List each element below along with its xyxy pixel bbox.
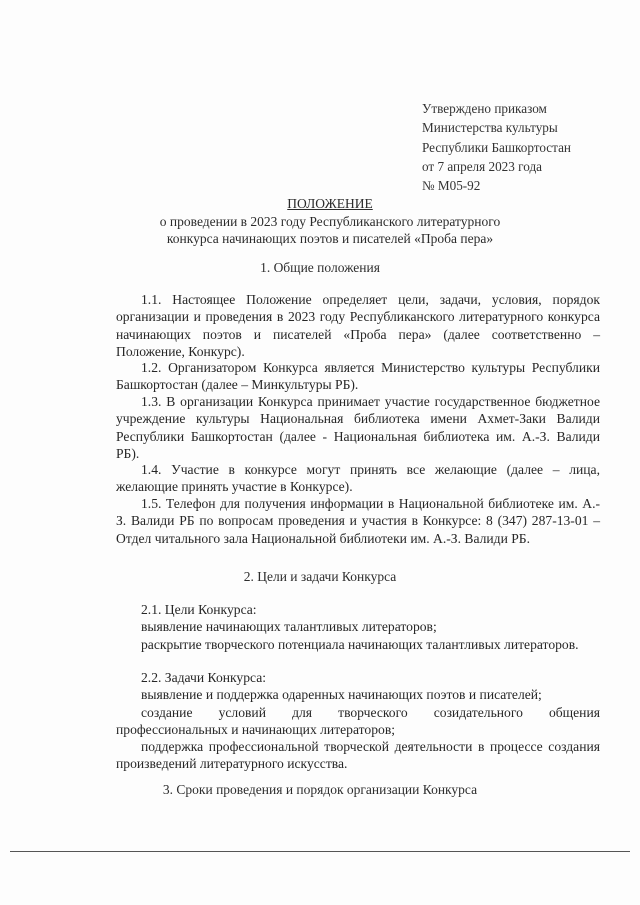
document-title: ПОЛОЖЕНИЕ	[287, 196, 373, 211]
task-item: поддержка профессиональной творческой деятельности в процессе создания произведений литературного искусства.	[116, 739, 600, 772]
page-bottom-rule	[10, 851, 630, 852]
approval-line: Утверждено приказом	[422, 101, 547, 116]
approval-stamp	[422, 99, 622, 195]
approval-line: № М05-92	[422, 178, 481, 194]
section-heading-1: 1. Общие положения	[260, 260, 380, 275]
paragraph-1-1: 1.1. Настоящее Положение определяет цели, задачи, условия, порядок организации и проведения в 2023 году Республиканского литературного конкурса начинающих поэтов и писателей «Проба пера» (далее соответственно – Положение, Конкурс).	[116, 292, 600, 359]
goals-heading: 2.1. Цели Конкурса:	[141, 602, 257, 617]
task-item: выявление и поддержка одаренных начинающих поэтов и писателей;	[141, 687, 542, 702]
goal-item: раскрытие творческого потенциала начинающих талантливых литераторов.	[141, 637, 579, 652]
section-heading-2: 2. Цели и задачи Конкурса	[243, 569, 397, 584]
section-heading-3: 3. Сроки проведения и порядок организации Конкурса	[162, 782, 478, 797]
approval-line: Министерства культуры	[422, 120, 558, 136]
approval-line: Республики Башкортостан	[422, 139, 571, 155]
document-subtitle: о проведении в 2023 году Республиканского литературного	[159, 213, 501, 229]
paragraph-1-4: 1.4. Участие в конкурсе могут принять все желающие (далее – лица, желающие принять участие в Конкурсе).	[116, 462, 600, 495]
paragraph-1-2: 1.2. Организатором Конкурса является Министерство культуры Республики Башкортостан (далее – Минкультуры РБ).	[116, 360, 600, 393]
approval-line: от 7 апреля 2023 года	[422, 158, 543, 174]
paragraph-1-3: 1.3. В организации Конкурса принимает участие государственное бюджетное учреждение культуры Национальная библиотека имени Ахмет-Заки Валиди Республики Башкортостан (далее - Национальная библиотека им. А.-З. Валиди РБ).	[116, 394, 600, 461]
paragraph-1-5: 1.5. Телефон для получения информации в Национальной библиотеке им. А.-З. Валиди РБ по вопросам проведения и участия в Конкурсе: 8 (347) 287-13-01 – Отдел читального зала Национальной библиотеки им. А.-З. Валиди РБ.	[116, 496, 600, 546]
goal-item: выявление начинающих талантливых литераторов;	[141, 619, 437, 634]
task-item: создание условий для творческого созидательного общения профессиональных и начинающих литераторов;	[116, 705, 600, 738]
document-subtitle: конкурса начинающих поэтов и писателей «Проба пера»	[166, 231, 494, 246]
document-title-block	[100, 195, 560, 248]
tasks-heading: 2.2. Задачи Конкурса:	[141, 670, 267, 685]
